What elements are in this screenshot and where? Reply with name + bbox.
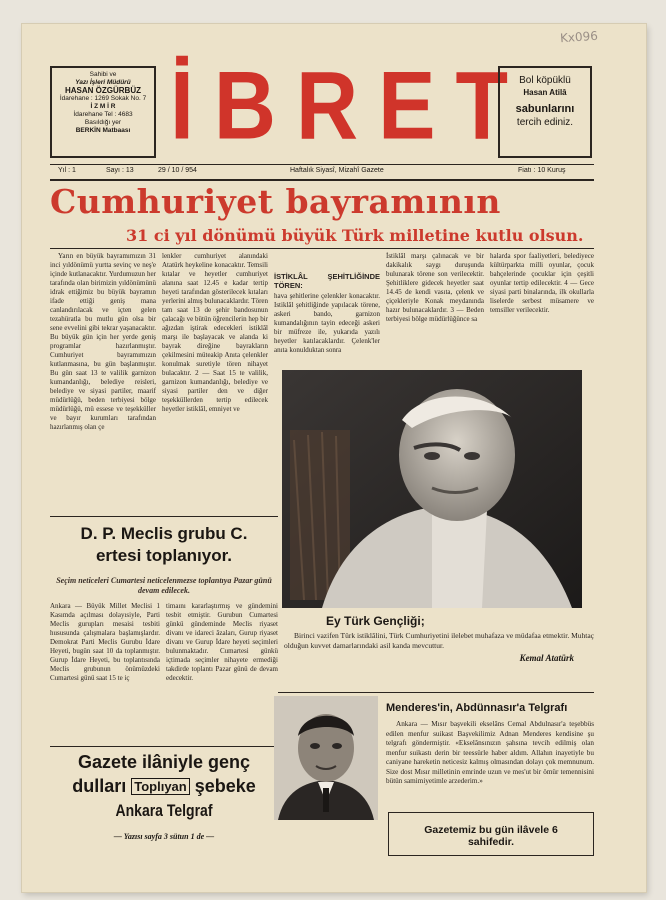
supplement-line-1: Gazetemiz bu gün ilâvele 6 [424, 824, 558, 836]
main-headline: Cumhuriyet bayramının [50, 182, 501, 221]
supplement-box [388, 812, 594, 856]
ad-headline-2b: Toplıyan [131, 778, 189, 795]
dp-column-2: timaını kararlaştırmış ve gündemini tesbit etmiştir. Gurubun Cumartesi günkü gündeminde Meclis riyaset divanı ve idareci âzaları, Gurup riyaset divanı ve Gurup İdare heyeti seçimleri bulunmaktadır. Cumartesi günkü içtimada seçimler nihayete ermediği takdirde toplantı Pazar günü de devam edecektir. [166, 602, 278, 682]
publisher-line: İdarehane Tel : 4683 [73, 111, 133, 118]
ad-line: sabunlarını [515, 103, 575, 115]
publisher-line: Sahibi ve [89, 71, 117, 78]
ataturk-portrait-icon [282, 370, 582, 608]
menderes-photo [274, 696, 378, 820]
article-column-2: lenkler cumhuriyet alanındaki Atatürk heykeline konacaktır. Temsili kıtalar ve heyetler cumhuriyet alanına saat 12.45 e kadar tertip heyeti tarafından gösterilecek kıtaları yerlerini almış bulunacaklardır. Tören tam saat 13 de şehir bandosunun çalacağı ve bütün öğrencilerin hep bir ağızdan iştirak edecekleri istiklâl marşı ile başlayacak ve alanda ki bayrak direğine bayrakların çekilmesini müteakip Anıta çelenkler konulmak suretiyle tören nihayet bulacaktır. 2 — Saat 15 te valilik, garnizon kumandanlığı, belediye ve siyasi partiler den ve diğer teşekküllerden tertip edilecek heyetler istiklâl, emniyet ve [162, 252, 268, 413]
publisher-box [50, 66, 156, 158]
issue-line [58, 167, 588, 177]
menderes-body: Ankara — Mısır başvekili ekselâns Cemal Abdulnasır'a teşebbüs edilen menfur suikast Başvekilimiz Adnan Menderes kendisine şu telgrafı göndermiştir. «Ekselânsınızın şahsına tevcih edilmiş olan menfur suikastı derin bir teessürle haber aldım. Allahın inayetiyle bu caniyane hareketin neticesiz kalmış olmasından dolayı çok memnunum. Size dost Mısır milletinin emrinde uzun ve mes'ut bir ömür temennisini bütün samimiyetimle arzederim.» [386, 720, 594, 785]
ad-headline-3: Ankara Telgraf [115, 800, 213, 820]
issue-date: 29 / 10 / 954 [158, 167, 197, 174]
ataturk-quote [284, 614, 594, 688]
ad-headline-2 [50, 776, 278, 797]
quote-title: Ey Türk Gençliği; [326, 614, 425, 628]
ad-headline-2c: şebeke [194, 776, 256, 796]
newspaper-title: İBRET [170, 52, 528, 160]
publisher-line: Yazı İşleri Müdürü [75, 79, 131, 86]
article-column-1: Yarın en büyük bayramımızın 31 inci yıldönümü yurtta sevinç ve neş'e içinde kutlanacaktır. Yurdumuzun her tarafında olan birimizin yıldönümünü idrak ettiğimiz bu büyük bayramın ifade ettiği geniş mana canlandırılacak ve içten gelen tezahüratla bu mutlu gün olsa bir sene evvelini gibi tekrar yaşanacaktır. Bu büyük gün için her yerde geniş programlar hazırlanmıştır. Cumhuriyet bayramımızın kutlanmasına, bu gün başlanmıştır. Bu gün saat 13 te valilik garnizon kumandanlığı, belediye reisleri, belediye ve siyasi partiler, maarif müdürlüğü, beden terbiyesi bölge müdürlüğü, mü essese ve teşekküller ve bayır kurumları tarafından hazırlanmış olan çe [50, 252, 156, 431]
publisher-name: HASAN ÖZGÜRBÜZ [65, 86, 141, 95]
newspaper-page [22, 24, 646, 892]
ad-headline-1: Gazete ilâniyle genç [77, 752, 251, 772]
ad-headline-2a: dulları [72, 776, 127, 796]
sub-headline: 31 ci yıl dönümü büyük Türk milletine kutlu olsun. [126, 226, 584, 245]
quote-text: Birinci vazifen Türk istiklâlini, Türk Cumhuriyetini ilelebet muhafaza ve müdafaa etmektir. Muhtaç olduğun kuvvet damarlarındaki asil kanda mevcuttur. [284, 631, 594, 650]
quote-signature: Kemal Atatürk [519, 653, 574, 663]
publisher-line: Basıldığı yer [84, 119, 122, 126]
article-column-3 [274, 252, 380, 372]
column-3-lead: İSTİKLÂL ŞEHİTLİĞİNDE TÖREN: [274, 272, 380, 290]
issue-price: Fiatı : 10 Kuruş [518, 167, 566, 174]
column-3-text: hava şehitlerine çelenkler konacaktır. Istiklâl şehitliğinde yapılacak törene, askeri bando, garnizon kumandalığının tayin edeceği askeri bir müfreze ile, yukarıda yazılı heyetler katılacaklardır. Çelenk'ler anıta konulduktan sonra [274, 292, 380, 354]
menderes-portrait-icon [274, 696, 378, 820]
dp-headline-2: ertesi toplanıyor. [95, 546, 233, 565]
ataturk-photo [282, 370, 582, 608]
issue-number: Sayı : 13 [106, 167, 134, 174]
dp-headline-1: D. P. Meclis grubu C. [80, 524, 248, 543]
printer-name: BERKİN Matbaası [75, 127, 131, 134]
article-column-4: İstiklâl marşı çalınacak ve bir dakikalık saygı duruşunda bulunarak törene son verilecektir. Şehitliklere gidecek heyetler saat 14.45 de kendi vasıta, çelenk ve çiçekleriyle Konak meydanında hazır bulunacaklardır. 3 — Beden terbiyesi bölge müdürlüğünce sa [386, 252, 484, 323]
ad-line: tercih ediniz. [516, 117, 574, 128]
ad-footer: — Yazısı sayfa 3 sütun 1 de — [113, 832, 215, 841]
article-column-5: halarda spor faaliyetleri, belediyece kültürparkta milli oyunlar, çocuk bahçelerinde çocuklar için çeşitli oyunlar tertip edilecektir. 4 — Gece siyasi parti binalarında, ilk okullarla liselerde serbest müsamere ve temsiller verilecektir. [490, 252, 594, 314]
dp-column-1: Ankara — Büyük Millet Meclisi 1 Kasımda açılması dolayısiyle, Parti Meclis gurupları mesaisi tesbiti hususunda çalışmalara başlamışlardır. Demokrat Parti Meclis Gurubu İdare Heyeti, bugün saat 10 da toplanmıştır. Gurup İdare Heyeti, bu toplantısında Meclis grubunun önümüzdeki Cumartesi günü saat 15 te iç [50, 602, 160, 682]
issue-tagline: Haftalık Siyasî, Mizahî Gazete [290, 167, 384, 174]
handwritten-code: Kx096 [559, 28, 599, 46]
publisher-line: İdarehane : 1269 Sokak No. 7 [59, 95, 147, 102]
supplement-line-2: sahifedir. [467, 836, 515, 848]
menderes-headline: Menderes'in, Abdünnasır'a Telgrafı [386, 702, 568, 714]
ad-line: Bol köpüklü [519, 75, 571, 86]
dp-lead: Seçim neticeleri Cumartesi neticelenmezse toplantıya Pazar günü devam edilecek. [56, 576, 272, 595]
publisher-city: İ Z M İ R [90, 103, 116, 110]
soap-ad-box [498, 66, 592, 158]
issue-year: Yıl : 1 [58, 167, 76, 174]
ad-brand: Hasan Atilâ [523, 88, 567, 97]
